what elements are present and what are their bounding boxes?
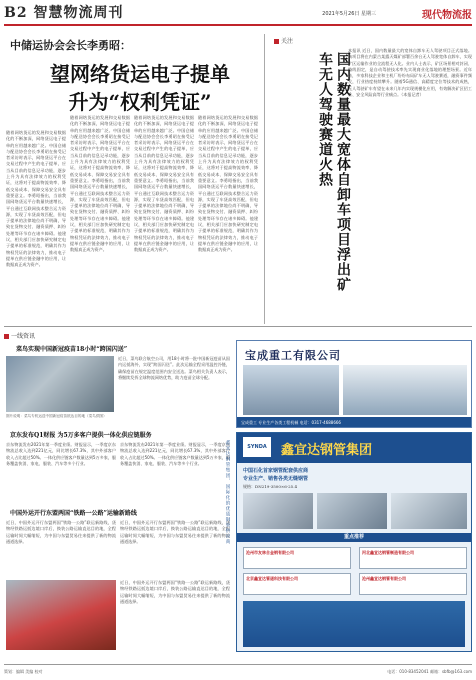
vaccine-shipment-photo [6,356,114,412]
footer-right: 电话：010-83452041 邮箱：sbfb@163.com [387,669,472,674]
story1-headline: 菜鸟实现中国新冠疫苗18小时“跨国闪送” [16,346,128,353]
story3-body-col3: 近日，中国外运开行东盟两国“铁路一公路”联运新路线，货物经铁路运抵边境口岸后，换装公路运输直达目的地，全程运输时间大幅缩短，为中国与东盟贸易往来提供了新的物流通道选择。 [120,580,230,604]
footer-left: 策划：编辑 美编 校对 [4,669,43,674]
lead-headline-line1: 望网络货运电子提单 [50,62,230,86]
section-rule [4,326,472,327]
lead-body-col3: 随着网络货运的发展和交易数据化的不断加深，网络货运电子提单的应用越来越广泛。中国仓储与配送协会会长李勇昭在接受记者采访时表示，网络货运平台在交易过程中产生的电子提单，应当从目前的信息记录功能，逐步上升为具有法律效力的权利凭证，这将对于提高物流效率、降低交易成本、保障交易安全具有重要意义。李勇昭指出，当前我国网络货运平台数量快速增长，平台通过互联网技术整合运力资源，实现了车货高效匹配，但电子提单的法律地位尚不明确，导致在货物交付、融资质押、纠纷处理等环节存在诸多障碍。他建议，相关部门应加快研究制定电子提单的标准规范，明确其作为物权凭证的法律效力，推动电子提单在供应链金融中的应用，让数据真正成为资产。 [134,115,194,253]
ad2-side-text: 鑫宜达钢管集团，国际化的优质钢管供应商 [225,440,230,545]
ad2-warehouse-photo [391,493,467,529]
focus-tag: 关注 [274,36,293,45]
lead-body-col1: 随着网络货运的发展和交易数据化的不断加深，网络货运电子提单的应用越来越广泛。中国仓储与配送协会会长李勇昭在接受记者采访时表示，网络货运平台在交易过程中产生的电子提单，应当从目前的信息记录功能，逐步上升为具有法律效力的权利凭证，这将对于提高物流效率、降低交易成本、保障交易安全具有重要意义。李勇昭指出，当前我国网络货运平台数量快速增长，平台通过互联网技术整合运力资源，实现了车货高效匹配，但电子提单的法律地位尚不明确，导致在货物交付、融资质押、纠纷处理等环节存在诸多障碍。他建议，相关部门应加快研究制定电子提单的标准规范，明确其作为物权凭证的法律效力，推动电子提单在供应链金融中的应用，让数据真正成为资产。 [6,130,66,268]
ad1-equipment-photo [243,365,339,415]
ad2-pipe-photo [243,493,313,529]
story2-body-col2: 京东物流发布2021年第一季度业绩。财报显示，一季度京东物流总收入达到221亿元，同比增长67.3%，其中外部客户收入占比超过50%。一体化供应链客户数量达到5万多家，服务覆盖快消、家电、服装、汽车等多个行业。 [120,442,230,466]
ad2-rep-3: 北京鑫宜达管道科技有限公司 [243,573,351,595]
lead-body-col4: 随着网络货运的发展和交易数据化的不断加深，网络货运电子提单的应用越来越广泛。中国仓储与配送协会会长李勇昭在接受记者采访时表示，网络货运平台在交易过程中产生的电子提单，应当从目前的信息记录功能，逐步上升为具有法律效力的权利凭证，这将对于提高物流效率、降低交易成本、保障交易安全具有重要意义。李勇昭指出，当前我国网络货运平台数量快速增长，平台通过互联网技术整合运力资源，实现了车货高效匹配，但电子提单的法律地位尚不明确，导致在货物交付、融资质押、纠纷处理等环节存在诸多障碍。他建议，相关部门应加快研究制定电子提单的标准规范，明确其作为物权凭证的法律效力，推动电子提单在供应链金融中的应用，让数据真正成为资产。 [198,115,258,253]
news-tag: 一线资讯 [4,331,35,340]
lead-headline-line2: 升为“权利凭证” [68,90,212,114]
story1-body: 近日，菜鸟联合航空公司，用18小时将一批中国新冠疫苗从国内运抵海外，实现“跨国闪送”。此次运输全程采用温控冷链，确保疫苗在规定温度范围内安全送达。菜鸟相关负责人表示，将继续发挥全球物流网络优势，助力疫苗全球分配。 [118,356,230,380]
ad2-rep-2: 河北鑫宜达钢管制造有限公司 [359,547,467,569]
ad2-rep-4: 沧州鑫宜达钢管有限公司 [359,573,467,595]
ad1-footer: 宝成重工 专业生产各类工程机械 电话：0317-4688666 [237,417,471,427]
ad1-company: 宝成重工有限公司 [245,349,341,362]
train-photo [6,580,116,650]
story1-caption: 图片说明：菜鸟专机运送中国新冠疫苗抵达目的地（菜鸟供图） [6,414,107,418]
ad1-product-photo [343,365,467,415]
ad2-reps-title: 重点推荐 [237,533,471,542]
lead-body-col2: 随着网络货运的发展和交易数据化的不断加深，网络货运电子提单的应用越来越广泛。中国仓储与配送协会会长李勇昭在接受记者采访时表示，网络货运平台在交易过程中产生的电子提单，应当从目前的信息记录功能，逐步上升为具有法律效力的权利凭证，这将对于提高物流效率、降低交易成本、保障交易安全具有重要意义。李勇昭指出，当前我国网络货运平台数量快速增长，平台通过互联网技术整合运力资源，实现了车货高效匹配，但电子提单的法律地位尚不明确，导致在货物交付、融资质押、纠纷处理等环节存在诸多障碍。他建议，相关部门应加快研究制定电子提单的标准规范，明确其作为物权凭证的法律效力，推动电子提单在供应链金融中的应用，让数据真正成为资产。 [70,115,130,253]
ad2-banner [243,601,465,647]
story3-headline: 中国外运开行东盟两国“铁路一公路”运输新路线 [10,510,137,517]
ad2-line1: 中国石化首家钢管配套供应商 [243,468,309,474]
ad2-factory-photo [317,493,387,529]
ad2-rep-1: 沧州市友林合金钢有限公司 [243,547,351,569]
lead-kicker: 中储运协会会长李勇昭： [10,39,131,52]
focus-body: 本报讯 近日，国内数量最大的宽体自卸车无人驾驶项目正式落地。该项目将在内蒙古某露天煤矿部署百余台无人驾驶宽体自卸车，实现矿区运输作业的全流程无人化。业内人士表示，矿区场景相对封闭、路线固定，是自动驾驶技术率先实现商业化落地的理想场景。近年来，多家科技企业和主机厂纷纷布局矿车无人驾驶赛道，融资事件频发，行业热度持续攀升。随着5G通信、高精度定位等技术的成熟，无人驾驶矿车有望在未来几年内实现规模化应用，有效解决矿区招工难、安全风险高等行业痛点。（本报记者） [348,48,472,98]
ad2-logo: SYNDA [243,437,271,457]
newspaper-brand: 现代物流报 [422,10,472,21]
column-divider [264,34,265,324]
story3-body-col1: 近日，中国外运开行东盟两国“铁路一公路”联运新路线，货物经铁路运抵边境口岸后，换装公路运输直达目的地，全程运输时间大幅缩短，为中国与东盟贸易往来提供了新的物流通道选择。 [6,520,116,544]
story3-body-col2: 近日，中国外运开行东盟两国“铁路一公路”联运新路线，货物经铁路运抵边境口岸后，换装公路运输直达目的地，全程运输时间大幅缩短，为中国与东盟贸易往来提供了新的物流通道选择。 [120,520,230,544]
ad-baocheng [236,340,472,428]
footer-rule [4,664,472,665]
ad-synda [236,432,472,652]
ad2-header [237,433,471,463]
focus-headline: 国内数量最大宽体自卸车项目浮出矿车无人驾驶赛道火热 [317,52,351,292]
header-rule [4,24,472,26]
ad2-specs: 规格：DN219-3500×6-25.4 [243,484,298,489]
section-title: B2 智慧物流周刊 [4,5,124,21]
story2-headline: 京东发布Q1财报 为5万多客户提供一体化供应链服务 [10,432,152,439]
issue-date: 2021年5月26日 星期三 [322,11,376,17]
lead-headline [20,60,260,116]
ad2-line2: 专业生产、销售各类无缝钢管 [243,476,309,482]
ad2-company: 鑫宜达钢管集团 [281,443,373,458]
story2-body-col1: 京东物流发布2021年第一季度业绩。财报显示，一季度京东物流总收入达到221亿元，同比增长67.3%，其中外部客户收入占比超过50%。一体化供应链客户数量达到5万多家，服务覆盖快消、家电、服装、汽车等多个行业。 [6,442,116,466]
